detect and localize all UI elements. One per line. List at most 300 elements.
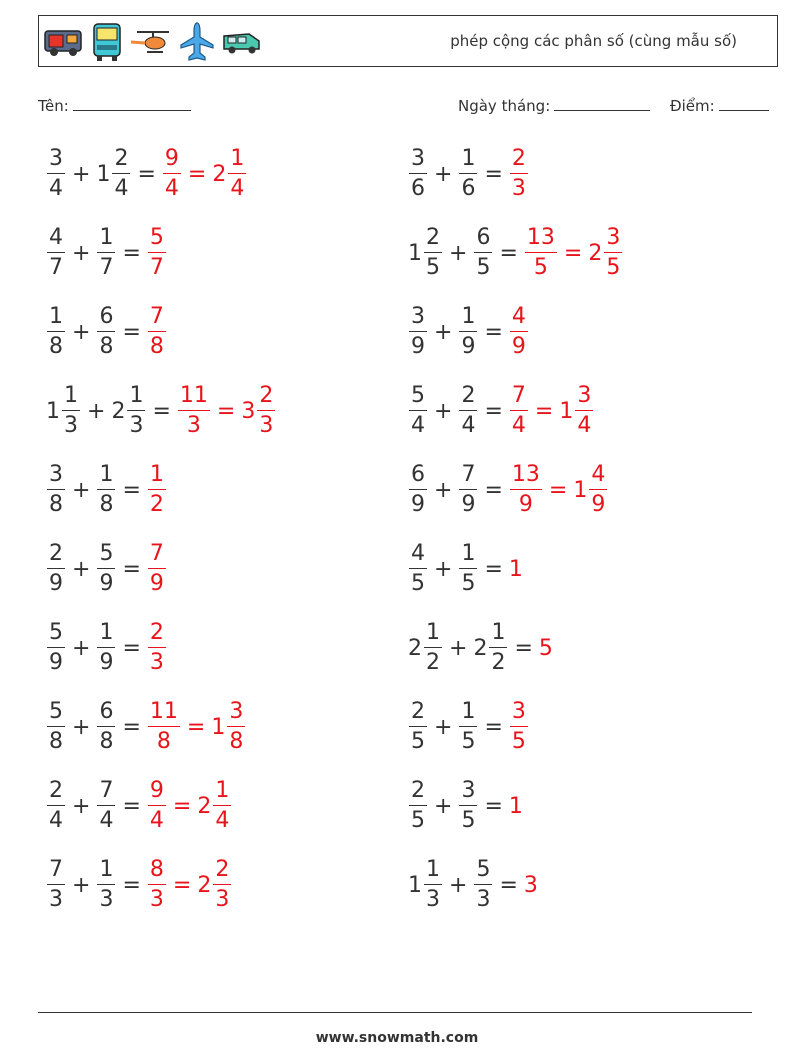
numerator: 1 xyxy=(129,382,144,408)
numerator: 2 xyxy=(411,698,425,724)
fraction xyxy=(148,303,166,360)
mixed-number xyxy=(96,619,116,676)
date-field xyxy=(458,96,650,115)
mixed-number xyxy=(147,777,167,834)
numerator: 1 xyxy=(149,461,164,487)
date-label: Ngày tháng: xyxy=(458,97,551,115)
date-blank[interactable] xyxy=(554,96,650,111)
denominator: 4 xyxy=(230,176,245,202)
denominator: 9 xyxy=(511,334,526,360)
numerator: 4 xyxy=(411,540,425,566)
fraction xyxy=(525,224,557,281)
denominator: 3 xyxy=(426,887,440,913)
numerator: 2 xyxy=(426,224,440,250)
numerator: 4 xyxy=(511,303,526,329)
bus-icon xyxy=(91,21,123,63)
answer xyxy=(509,461,608,518)
numerator: 3 xyxy=(577,382,592,408)
fraction xyxy=(97,224,115,281)
mixed-number xyxy=(162,145,182,202)
mixed-number xyxy=(473,619,508,676)
denominator: 4 xyxy=(49,176,63,202)
whole-part: 1 xyxy=(573,477,588,503)
fraction xyxy=(424,224,442,281)
camper-van-icon xyxy=(43,25,85,59)
denominator: 8 xyxy=(149,334,164,360)
fraction xyxy=(97,698,115,755)
mixed-number xyxy=(509,382,529,439)
worksheet-title: phép cộng các phân số (cùng mẫu số) xyxy=(450,32,737,50)
numerator: 1 xyxy=(99,856,114,882)
plus-sign: + xyxy=(434,793,453,819)
denominator: 3 xyxy=(99,887,114,913)
fraction xyxy=(213,777,231,834)
mixed-number xyxy=(588,224,623,281)
mixed-number xyxy=(96,145,131,202)
mixed-number xyxy=(408,224,443,281)
answer xyxy=(147,619,167,676)
denominator: 9 xyxy=(99,571,114,597)
numerator: 2 xyxy=(49,777,63,803)
problem-14 xyxy=(408,616,554,680)
numerator: 3 xyxy=(49,145,63,171)
numerator: 1 xyxy=(461,540,476,566)
mixed-number xyxy=(96,540,116,597)
answer xyxy=(147,777,232,834)
numerator: 7 xyxy=(511,382,526,408)
denominator: 9 xyxy=(518,492,533,518)
mixed-number xyxy=(147,461,167,518)
whole-part: 1 xyxy=(408,240,422,266)
numerator: 1 xyxy=(491,619,506,645)
equals-sign: = xyxy=(122,714,141,740)
numerator: 2 xyxy=(411,777,425,803)
numerator: 11 xyxy=(149,698,178,724)
answer xyxy=(162,145,247,202)
mixed-number xyxy=(458,540,478,597)
numerator: 3 xyxy=(411,303,425,329)
fraction xyxy=(510,382,528,439)
mixed-number xyxy=(509,557,524,582)
fraction xyxy=(112,145,130,202)
mixed-number xyxy=(96,698,116,755)
fraction xyxy=(228,145,246,202)
fraction xyxy=(97,303,115,360)
whole-part: 1 xyxy=(508,793,523,819)
denominator: 4 xyxy=(99,808,114,834)
helicopter-icon xyxy=(129,27,173,57)
numerator: 13 xyxy=(526,224,555,250)
answer xyxy=(147,303,167,360)
answer xyxy=(509,145,529,202)
numerator: 3 xyxy=(461,777,476,803)
numerator: 2 xyxy=(114,145,129,171)
mixed-number xyxy=(177,382,211,439)
problem-15 xyxy=(46,695,246,759)
airplane-icon xyxy=(179,21,215,63)
denominator: 4 xyxy=(461,413,476,439)
denominator: 7 xyxy=(49,255,63,281)
problem-17 xyxy=(46,774,232,838)
equals-sign: = xyxy=(534,398,554,424)
denominator: 5 xyxy=(461,729,476,755)
fraction xyxy=(489,619,507,676)
equals-sign: = xyxy=(563,240,583,266)
denominator: 5 xyxy=(411,729,425,755)
fraction xyxy=(97,619,115,676)
equals-sign: = xyxy=(172,872,192,898)
mixed-number xyxy=(147,856,167,913)
fraction xyxy=(510,303,528,360)
plus-sign: + xyxy=(72,477,91,503)
answer xyxy=(147,461,167,518)
mixed-number xyxy=(408,698,428,755)
denominator: 4 xyxy=(164,176,179,202)
denominator: 4 xyxy=(149,808,164,834)
numerator: 3 xyxy=(511,698,526,724)
fraction xyxy=(589,461,607,518)
mixed-number xyxy=(197,777,232,834)
mixed-number xyxy=(539,636,554,661)
denominator: 5 xyxy=(461,808,476,834)
footer-url: www.snowmath.com xyxy=(315,1030,479,1046)
whole-part: 1 xyxy=(46,398,60,424)
fraction xyxy=(97,461,115,518)
fraction xyxy=(459,698,477,755)
plus-sign: + xyxy=(72,793,91,819)
mixed-number xyxy=(197,856,232,913)
answer xyxy=(524,224,623,281)
score-label: Điểm: xyxy=(670,97,715,115)
mixed-number xyxy=(458,303,478,360)
mixed-number xyxy=(96,461,116,518)
equals-sign: = xyxy=(122,793,141,819)
fraction xyxy=(47,856,65,913)
denominator: 9 xyxy=(49,571,63,597)
fraction xyxy=(227,698,245,755)
equals-sign: = xyxy=(186,714,206,740)
answer xyxy=(147,540,167,597)
denominator: 9 xyxy=(149,571,164,597)
mixed-number xyxy=(46,224,66,281)
vehicle-icons xyxy=(43,20,263,64)
equals-sign: = xyxy=(172,793,192,819)
plus-sign: + xyxy=(72,872,91,898)
whole-part: 3 xyxy=(241,398,256,424)
numerator: 3 xyxy=(606,224,621,250)
fraction xyxy=(47,145,65,202)
denominator: 6 xyxy=(411,176,425,202)
plus-sign: + xyxy=(72,635,91,661)
equals-sign: = xyxy=(122,477,141,503)
denominator: 4 xyxy=(49,808,63,834)
denominator: 4 xyxy=(511,413,526,439)
mixed-number xyxy=(46,145,66,202)
problem-8 xyxy=(408,379,594,443)
mixed-number xyxy=(524,224,558,281)
denominator: 8 xyxy=(229,729,244,755)
fraction xyxy=(474,224,492,281)
footer-divider xyxy=(38,1012,752,1013)
mixed-number xyxy=(211,698,246,755)
denominator: 9 xyxy=(461,334,476,360)
numerator: 9 xyxy=(164,145,179,171)
numerator: 5 xyxy=(49,698,63,724)
problem-2 xyxy=(408,142,529,206)
numerator: 6 xyxy=(99,698,114,724)
problem-5 xyxy=(46,300,167,364)
numerator: 5 xyxy=(476,856,491,882)
answer xyxy=(147,856,232,913)
mixed-number xyxy=(458,382,478,439)
mixed-number xyxy=(408,619,443,676)
fraction xyxy=(459,303,477,360)
denominator: 8 xyxy=(49,729,63,755)
equals-sign: = xyxy=(122,872,141,898)
fraction xyxy=(459,777,477,834)
whole-part: 3 xyxy=(523,872,538,898)
equals-sign: = xyxy=(152,398,171,424)
mixed-number xyxy=(408,461,428,518)
denominator: 3 xyxy=(64,413,78,439)
denominator: 9 xyxy=(411,334,425,360)
numerator: 5 xyxy=(49,619,63,645)
whole-part: 2 xyxy=(212,161,227,187)
numerator: 2 xyxy=(511,145,526,171)
mixed-number xyxy=(524,873,539,898)
fraction xyxy=(257,382,275,439)
fraction xyxy=(148,461,166,518)
fraction xyxy=(575,382,593,439)
mixed-number xyxy=(509,698,529,755)
denominator: 5 xyxy=(426,255,440,281)
denominator: 5 xyxy=(476,255,491,281)
mixed-number xyxy=(473,224,493,281)
mixed-number xyxy=(509,145,529,202)
mixed-number xyxy=(509,461,543,518)
mixed-number xyxy=(458,461,478,518)
denominator: 2 xyxy=(149,492,164,518)
name-label: Tên: xyxy=(38,97,69,115)
name-blank[interactable] xyxy=(73,96,191,111)
plus-sign: + xyxy=(449,240,468,266)
mixed-number xyxy=(147,303,167,360)
mixed-number xyxy=(111,382,146,439)
whole-part: 1 xyxy=(211,714,226,740)
numerator: 3 xyxy=(411,145,425,171)
fraction xyxy=(47,461,65,518)
denominator: 3 xyxy=(215,887,230,913)
mixed-number xyxy=(408,145,428,202)
fraction xyxy=(127,382,145,439)
mixed-number xyxy=(46,382,81,439)
equals-sign: = xyxy=(187,161,207,187)
fraction xyxy=(424,856,442,913)
denominator: 9 xyxy=(461,492,476,518)
denominator: 8 xyxy=(99,729,114,755)
equals-sign: = xyxy=(484,714,503,740)
fraction xyxy=(409,461,427,518)
numerator: 4 xyxy=(591,461,606,487)
mixed-number xyxy=(408,856,443,913)
fraction xyxy=(459,540,477,597)
score-field xyxy=(670,96,769,115)
fraction xyxy=(409,540,427,597)
fraction xyxy=(510,461,542,518)
fraction xyxy=(409,145,427,202)
mixed-number xyxy=(458,698,478,755)
plus-sign: + xyxy=(434,556,453,582)
numerator: 1 xyxy=(230,145,245,171)
answer xyxy=(524,873,539,898)
denominator: 7 xyxy=(149,255,164,281)
denominator: 7 xyxy=(99,255,114,281)
plus-sign: + xyxy=(434,398,453,424)
mixed-number xyxy=(46,619,66,676)
mixed-number xyxy=(96,777,116,834)
answer xyxy=(509,794,524,819)
plus-sign: + xyxy=(72,319,91,345)
plus-sign: + xyxy=(434,477,453,503)
denominator: 3 xyxy=(186,413,201,439)
numerator: 1 xyxy=(99,461,114,487)
numerator: 1 xyxy=(99,224,114,250)
numerator: 2 xyxy=(461,382,476,408)
numerator: 5 xyxy=(149,224,164,250)
name-field xyxy=(38,96,191,115)
denominator: 3 xyxy=(511,176,526,202)
mixed-number xyxy=(408,540,428,597)
mixed-number xyxy=(147,224,167,281)
denominator: 5 xyxy=(411,808,425,834)
whole-part: 5 xyxy=(538,635,553,661)
plus-sign: + xyxy=(72,161,91,187)
whole-part: 1 xyxy=(408,872,422,898)
plus-sign: + xyxy=(434,319,453,345)
numerator: 7 xyxy=(49,856,63,882)
fraction xyxy=(148,619,166,676)
answer xyxy=(147,224,167,281)
numerator: 4 xyxy=(49,224,63,250)
mixed-number xyxy=(96,856,116,913)
mixed-number xyxy=(473,856,493,913)
equals-sign: = xyxy=(484,161,503,187)
answer xyxy=(509,382,594,439)
answer xyxy=(509,557,524,582)
whole-part: 1 xyxy=(559,398,574,424)
denominator: 5 xyxy=(511,729,526,755)
problem-20 xyxy=(408,853,539,917)
numerator: 5 xyxy=(411,382,425,408)
equals-sign: = xyxy=(122,319,141,345)
problem-3 xyxy=(46,221,167,285)
mixed-number xyxy=(408,382,428,439)
numerator: 1 xyxy=(461,698,476,724)
fraction xyxy=(409,382,427,439)
fraction xyxy=(148,698,180,755)
equals-sign: = xyxy=(499,240,518,266)
fraction xyxy=(510,145,528,202)
problem-4 xyxy=(408,221,623,285)
problem-7 xyxy=(46,379,276,443)
numerator: 2 xyxy=(149,619,164,645)
mixed-number xyxy=(241,382,276,439)
plus-sign: + xyxy=(72,714,91,740)
denominator: 5 xyxy=(606,255,621,281)
numerator: 3 xyxy=(229,698,244,724)
fraction xyxy=(459,461,477,518)
mixed-number xyxy=(212,145,247,202)
equals-sign: = xyxy=(122,556,141,582)
fraction xyxy=(409,777,427,834)
fraction xyxy=(148,540,166,597)
mixed-number xyxy=(46,303,66,360)
fraction xyxy=(47,224,65,281)
whole-part: 2 xyxy=(111,398,126,424)
denominator: 4 xyxy=(411,413,425,439)
denominator: 8 xyxy=(156,729,171,755)
denominator: 3 xyxy=(476,887,491,913)
denominator: 3 xyxy=(129,413,144,439)
van-icon xyxy=(221,28,263,56)
fraction xyxy=(148,777,166,834)
answer xyxy=(539,636,554,661)
numerator: 1 xyxy=(99,619,114,645)
mixed-number xyxy=(147,619,167,676)
plus-sign: + xyxy=(434,714,453,740)
fraction xyxy=(47,303,65,360)
mixed-number xyxy=(408,303,428,360)
equals-sign: = xyxy=(484,793,503,819)
numerator: 3 xyxy=(49,461,63,487)
problem-1 xyxy=(46,142,247,206)
denominator: 3 xyxy=(49,887,63,913)
denominator: 2 xyxy=(426,650,440,676)
fraction xyxy=(97,777,115,834)
numerator: 11 xyxy=(179,382,208,408)
score-blank[interactable] xyxy=(719,96,769,111)
answer xyxy=(177,382,276,439)
mixed-number xyxy=(559,382,594,439)
answer xyxy=(147,698,246,755)
whole-part: 2 xyxy=(473,635,488,661)
numerator: 7 xyxy=(149,303,164,329)
numerator: 1 xyxy=(215,777,230,803)
denominator: 8 xyxy=(49,334,63,360)
denominator: 3 xyxy=(149,650,164,676)
plus-sign: + xyxy=(72,240,91,266)
fraction xyxy=(47,777,65,834)
numerator: 2 xyxy=(259,382,274,408)
fraction xyxy=(409,303,427,360)
whole-part: 2 xyxy=(197,793,212,819)
problem-11 xyxy=(46,537,167,601)
fraction xyxy=(510,698,528,755)
problem-13 xyxy=(46,616,167,680)
fraction xyxy=(97,540,115,597)
numerator: 6 xyxy=(476,224,491,250)
numerator: 1 xyxy=(461,303,476,329)
plus-sign: + xyxy=(72,556,91,582)
mixed-number xyxy=(509,303,529,360)
whole-part: 2 xyxy=(408,635,422,661)
mixed-number xyxy=(46,461,66,518)
numerator: 1 xyxy=(49,303,63,329)
numerator: 5 xyxy=(99,540,114,566)
whole-part: 1 xyxy=(508,556,523,582)
numerator: 8 xyxy=(149,856,164,882)
numerator: 6 xyxy=(99,303,114,329)
